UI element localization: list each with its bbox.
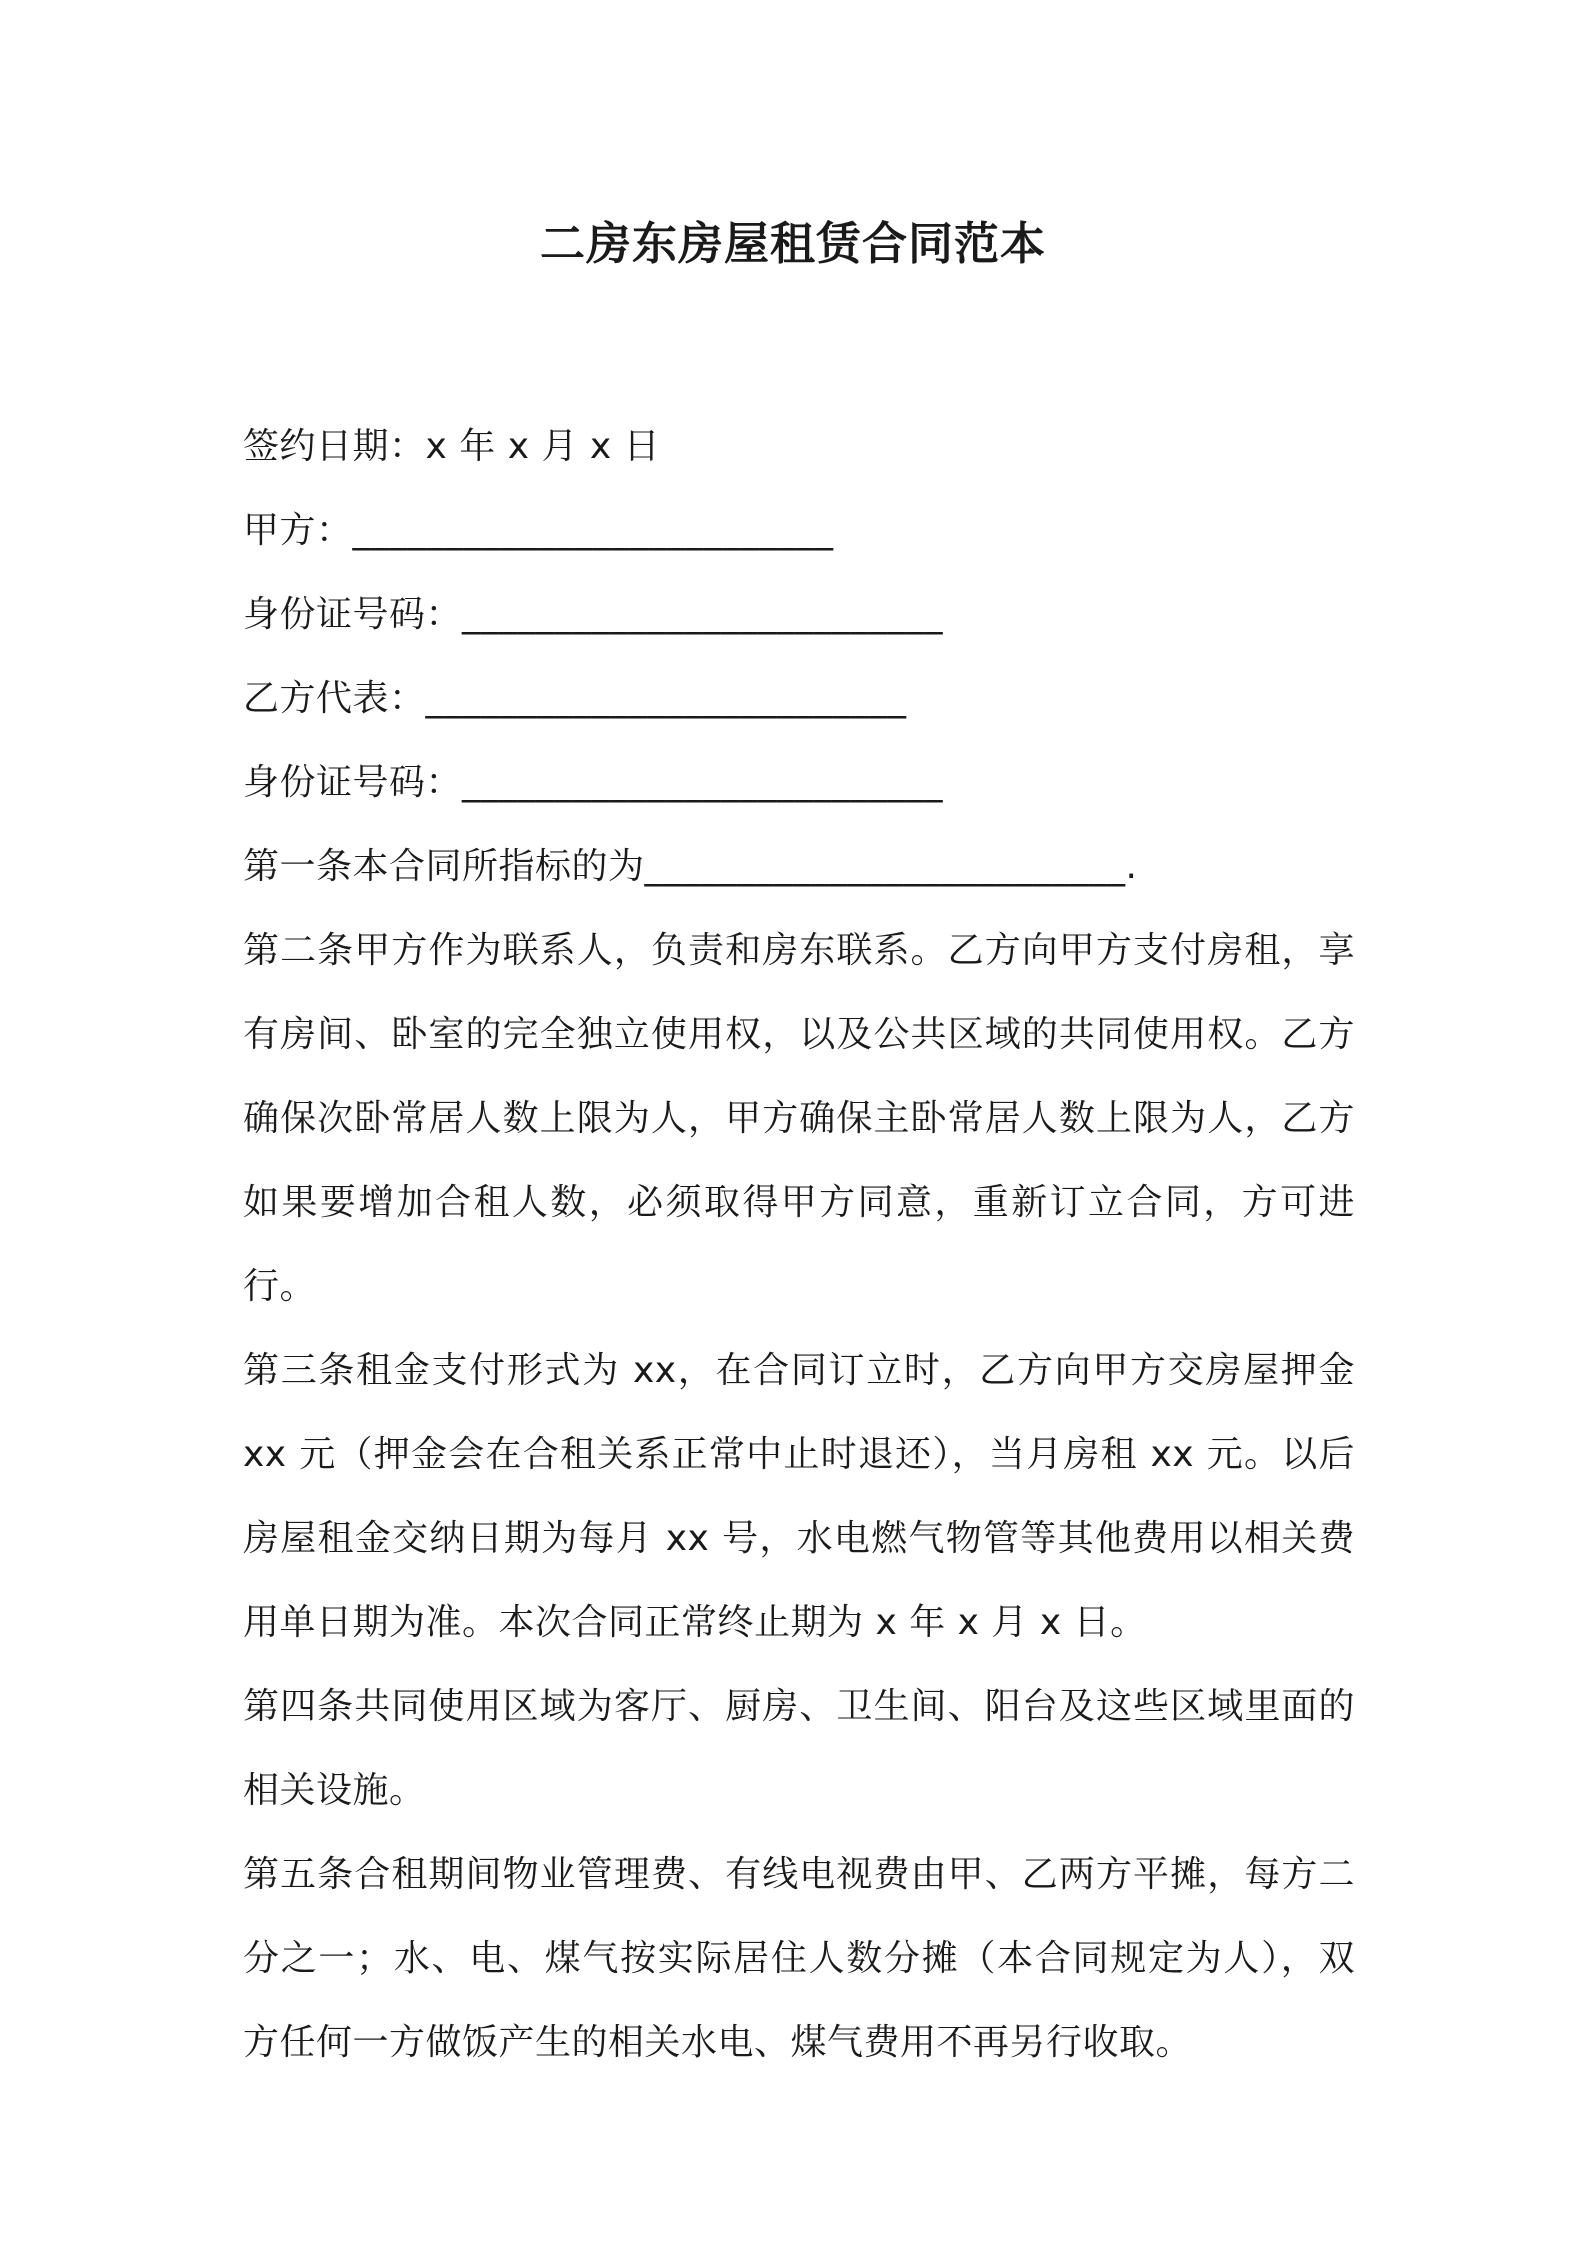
document-title: 二房东房屋租赁合同范本 [539,217,1046,270]
party-b-representative-field: 乙方代表：__________________________ [243,678,907,719]
article-4: 第四条共同使用区域为客厅、厨房、卫生间、阳台及这些区域里面的相关设施。 [243,1686,1355,1811]
party-b-id-field: 身份证号码：__________________________ [243,762,944,803]
party-a-field: 甲方：__________________________ [243,510,834,551]
article-3: 第三条租金支付形式为 xx，在合同订立时，乙方向甲方交房屋押金 xx 元（押金会在合租关系正常中止时退还），当月房租 xx 元。以后房屋租金交纳日期为每月 xx 号，水电燃气物管等其他费用以相关费用单日期为准。本次合同正常终止期为 x 年 x 月 x 日。 [243,1350,1355,1643]
article-2: 第二条甲方作为联系人，负责和房东联系。乙方向甲方支付房租，享有房间、卧室的完全独立使用权，以及公共区域的共同使用权。乙方确保次卧常居人数上限为人，甲方确保主卧常居人数上限为人，乙方如果要增加合租人数，必须取得甲方同意，重新订立合同，方可进行。 [243,930,1355,1307]
signing-date-field: 签约日期：x 年 x 月 x 日 [243,426,661,467]
article-1: 第一条本合同所指标的为__________________________. [243,846,1138,887]
article-5: 第五条合租期间物业管理费、有线电视费由甲、乙两方平摊，每方二分之一；水、电、煤气按实际居住人数分摊（本合同规定为人），双方任何一方做饭产生的相关水电、煤气费用不再另行收取。 [243,1854,1355,2063]
document-body [243,405,1355,2085]
party-a-id-field: 身份证号码：__________________________ [243,594,944,635]
